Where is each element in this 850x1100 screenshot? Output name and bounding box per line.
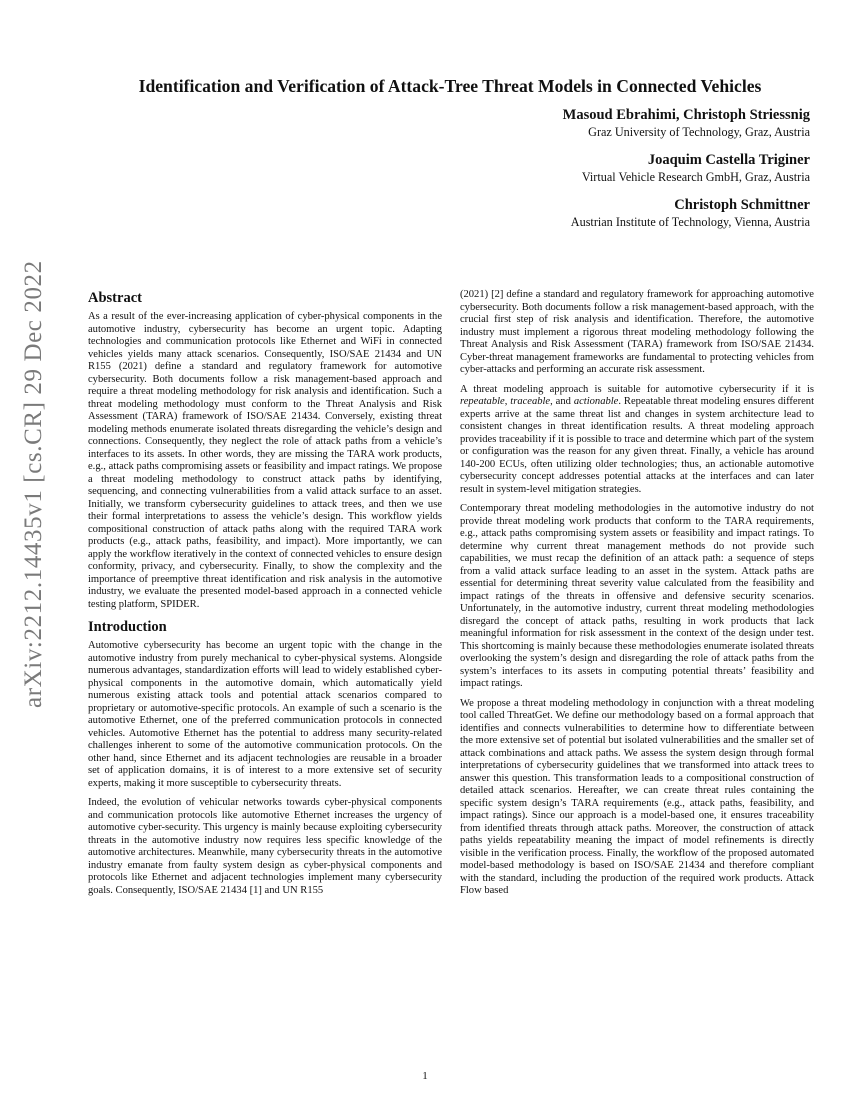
emphasis-term: actionable	[573, 396, 619, 407]
author-name: Christoph Schmittner	[674, 197, 810, 213]
right-column	[460, 289, 814, 905]
emphasis-term: repeatable	[460, 396, 505, 407]
left-column	[88, 289, 442, 904]
author-affiliation: Graz University of Technology, Graz, Austria	[588, 125, 810, 139]
body-paragraph: (2021) [2] define a standard and regulatory framework for approaching automotive cybersecurity. Both documents follow a risk management-based approach, with the crucial first step of risk analysis and identification. Therefore, the automotive industry must implement a rigorous threat modeling methodology following the Threat Analysis and Risk Assessment (TARA) framework from ISO/SAE 21434. Cyber-threat management frameworks are fundamental to protecting vehicles from cyber-attacks and performing an accurate risk assessment.	[460, 289, 814, 375]
paragraph-text: ,	[504, 396, 511, 407]
author-affiliation: Austrian Institute of Technology, Vienna, Austria	[570, 215, 810, 229]
paragraph-text: , and	[550, 396, 574, 407]
approach-paragraph	[460, 384, 814, 497]
body-paragraph: Contemporary threat modeling methodologies in the automotive industry do not provide threat modeling work products that conform to the TARA requirements, e.g., attack paths compromising system assets or feasibility and impact ratings. To determine why current threat management methods do not provide such capabilities, we must recap the definition of an attack path: a sequence of steps from a valid attack surface leading to an asset in the system. Attack paths are essential for determining threat severity value calculated from the feasibility and impact ratings of the threats in offensive and defensive security scenarios. Unfortunately, in the automotive industry, current threat modeling methodologies disregard the concept of attack paths, resulting in work products that lack meaningful information for risk assessment in the context of the design under test. This shortcoming is mainly because these methodologies enumerate isolated threats overlooking the system’s design and disregarding the role of attack paths from the system’s interfaces to its assets in computing potential threats’ feasibility and impact ratings.	[460, 503, 814, 689]
intro-paragraph: Indeed, the evolution of vehicular networks towards cyber-physical components and communication protocols like automotive Ethernet increases the urgency of automotive cyber-security. This urgency is mainly because exploiting cybersecurity threats in the automotive industry now requires less specific knowledge of the automotive architectures. Meanwhile, many cybersecurity threats in the automotive industry emanate from faulty system design as cyber-physical components and protocols like Ethernet and adjacent technologies implement many cybersecurity goals. Consequently, ISO/SAE 21434 [1] and UN R155	[88, 797, 442, 896]
emphasis-term: traceable	[510, 396, 551, 407]
paragraph-text: A threat modeling approach is suitable for automotive cybersecurity if it is	[460, 383, 814, 395]
author-block	[310, 151, 810, 185]
paper-title: Identification and Verification of Attack-Tree Threat Models in Connected Vehicles	[138, 76, 762, 96]
author-block	[310, 196, 810, 230]
intro-paragraph: Automotive cybersecurity has become an urgent topic with the change in the automotive industry from purely mechanical to cyber-physical systems. Alongside numerous advantages, standardization efforts will lead to widely established cyber-physical components in the automotive domain, which automatically yield numerous existing attack tools and potential attack scenarios compared to proprietary or automotive-specific protocols. An example of such a scenario is the automotive Ethernet, one of the preferred communication protocols in connected vehicles. Automotive Ethernet has the potential to address many security-related challenges inherent to some of the automotive communication protocols. On the other hand, since Ethernet and its adjacent technologies are reusable in a broader set of application domains, it is of interest to a more extensive set of security experts, making it more susceptible to cybersecurity threats.	[88, 640, 442, 789]
abstract-heading: Abstract	[88, 290, 142, 306]
author-name: Masoud Ebrahimi, Christoph Striessnig	[562, 107, 810, 123]
author-list	[310, 106, 810, 241]
paragraph-text: . Repeatable threat modeling ensures different experts arrive at the same threat list and changes in system architecture lead to consistent changes in threat identification results. A threat modeling approach provides traceability if it is possible to trace and determine which part of the system or configuration was the reason for any given threat. Finally, a vehicle has around 140-200 ECUs, often utilizing older technologies; thus, an actionable automotive cybersecurity concept addresses potential attacks at the interfaces and can later result in system-level mitigation strategies.	[460, 396, 815, 495]
body-paragraph: We propose a threat modeling methodology in conjunction with a threat modeling tool called ThreatGet. We define our methodology based on a formal approach that identifies and connects vulnerabilities to determine how to differentiate between the more extensive set of potential but isolated vulnerabilities and the smaller set of attack combinations and attack paths. We assess the system design through formal interpretations of cybersecurity guidelines that we transformed into attack trees to answer this question. This transformation leads to a compositional construction of detailed attack scenarios. Hereafter, we can create threat rules containing the specific system design’s TARA requirements (e.g., attack paths, feasibility, and impact ratings). Since our approach is a model-based one, it ensures traceability from identified threats through attack paths. Moreover, the construction of attack paths yields repeatability meaning the impact of model refinements is directly visible in the verification process. Finally, the workflow of the proposed automated model-based methodology is based on ISO/SAE 21434 and therefore compliant with the standard, including the production of the required work products. Attack Flow based	[460, 697, 814, 896]
author-affiliation: Virtual Vehicle Research GmbH, Graz, Austria	[581, 170, 810, 184]
arxiv-identifier: arXiv:2212.14435v1 [cs.CR] 29 Dec 2022	[20, 260, 47, 708]
abstract-text: As a result of the ever-increasing application of cyber-physical components in the automotive industry, cybersecurity has become an urgent topic. Adapting technologies and communication protocols like Ethernet and WiFi in connected vehicles yields many attack scenarios. Consequently, ISO/SAE 21434 and UN R155 (2021) define a standard and regulatory framework for automotive cybersecurity. Both documents follow a risk management-based approach and require a threat modeling methodology for risk analysis and identification. Such a threat modeling methodology must conform to the Threat Analysis and Risk Assessment (TARA) framework of ISO/SAE 21434. Conversely, existing threat modeling methods enumerate isolated threats disregarding the vehicle’s design and connections. Consequently, they neglect the role of attack paths from a vehicle’s interfaces to its assets. In other words, they are missing the TARA work products, e.g., attack paths compromising assets or feasibility and impact ratings. We propose a threat modeling methodology to construct attack paths by identifying, sequencing, and connecting vulnerabilities from a valid attack surface to an asset. Initially, we transform cybersecurity guidelines to attack trees, and then we use their formal interpretations to assess the vehicle’s design. This workflow yields compositional construction of attack paths along with the required TARA work products (e.g., attack paths, feasibility, and impact). More importantly, we can apply the workflow iteratively in the context of connected vehicles to ensure design conformity, privacy, and cybersecurity. Finally, to show the complexity and the importance of preemptive threat identification and risk analysis in the automotive industry, we evaluate the presented model-based approach in a connected vehicle testing platform, SPIDER.	[88, 311, 442, 610]
author-block	[310, 106, 810, 140]
introduction-heading: Introduction	[88, 619, 167, 635]
author-name: Joaquim Castella Triginer	[647, 152, 810, 168]
page-number: 1	[422, 1070, 428, 1082]
